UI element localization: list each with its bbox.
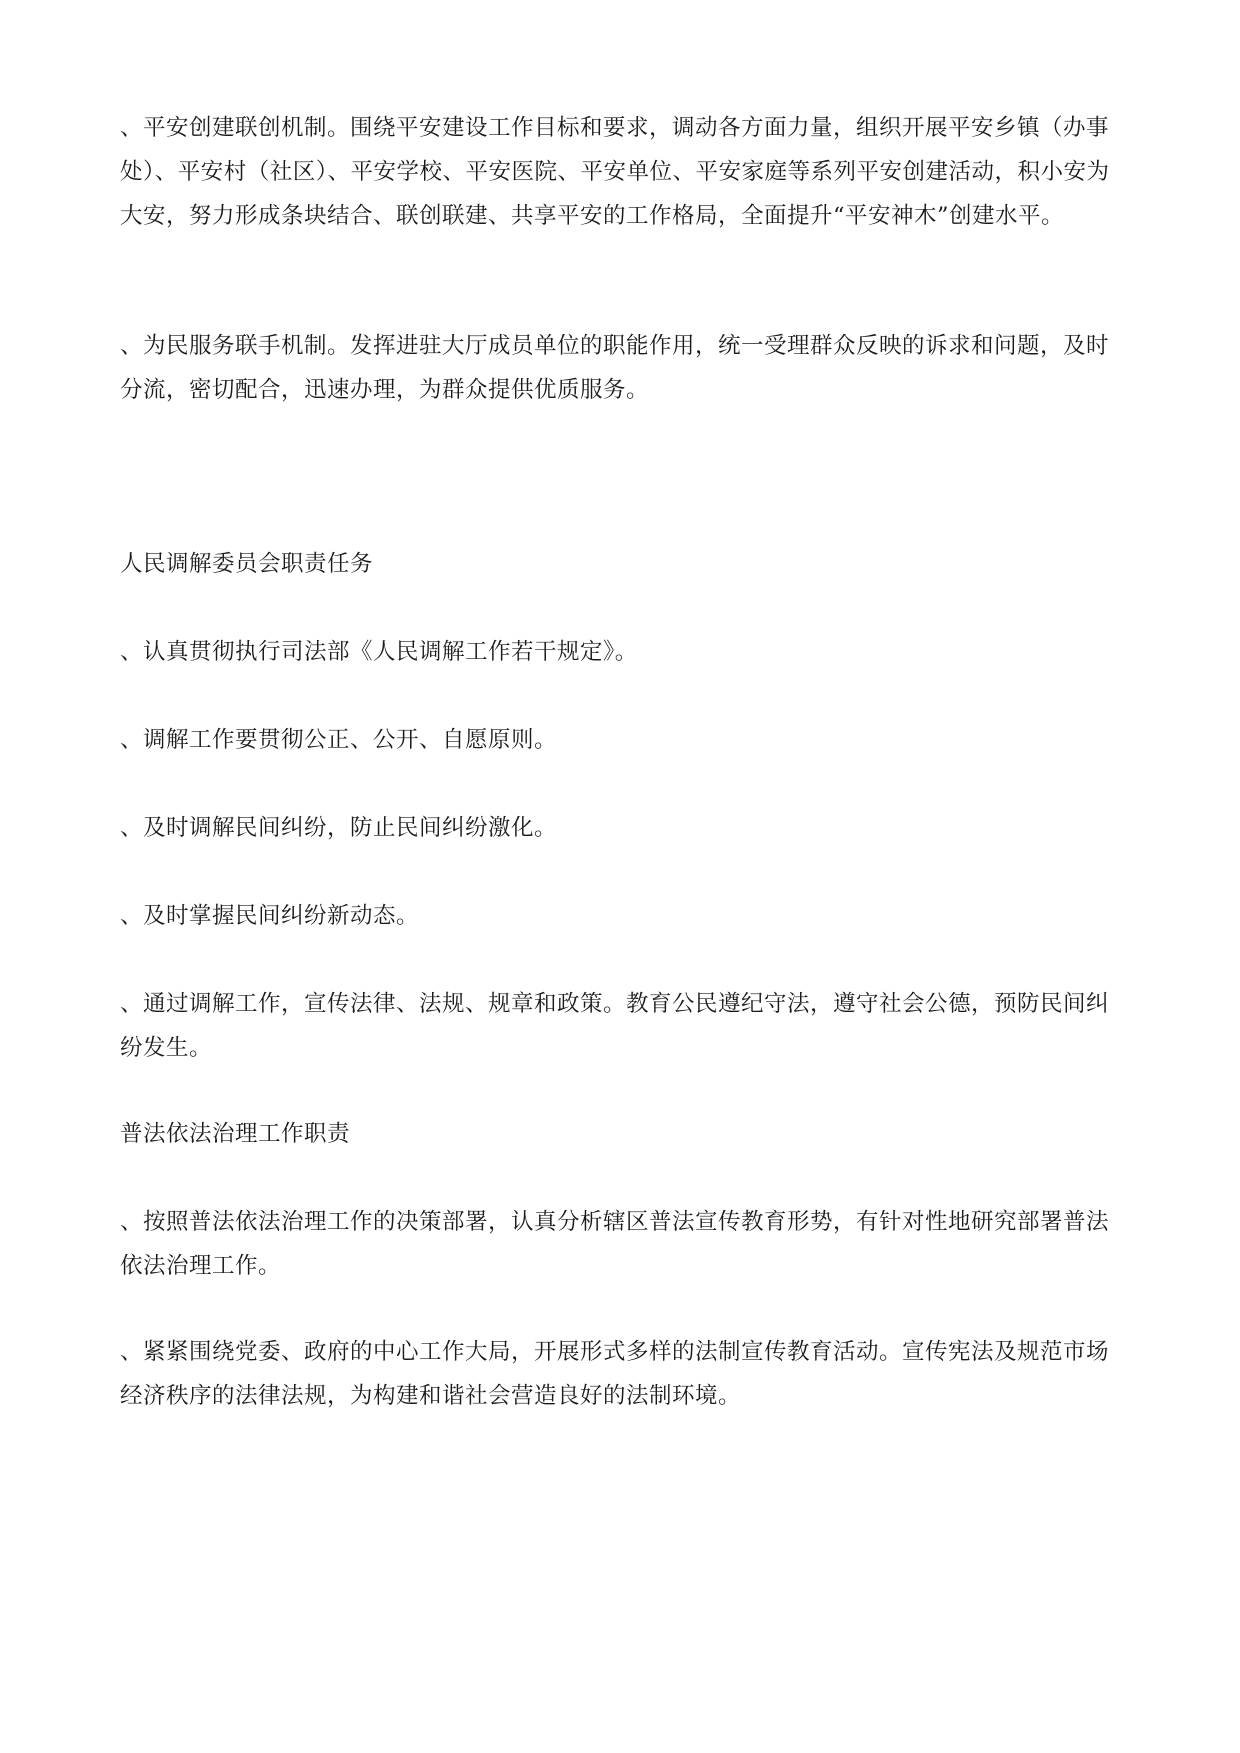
paragraph-peace-creation-mechanism: 、平安创建联创机制。围绕平安建设工作目标和要求，调动各方面力量，组织开展平安乡镇（办事处）、平安村（社区）、平安学校、平安医院、平安单位、平安家庭等系列平安创建活动，积小安为大安，努力形成条块结合、联创联建、共享平安的工作格局，全面提升“平安神木”创建水平。 (120, 115, 1110, 229)
heading-mediation-committee: 人民调解委员会职责任务 (120, 551, 374, 577)
list-item-mediation-3: 、及时调解民间纠纷，防止民间纠纷激化。 (120, 815, 558, 841)
list-item-mediation-4: 、及时掌握民间纠纷新动态。 (120, 903, 420, 929)
list-item-law-2: 、紧紧围绕党委、政府的中心工作大局，开展形式多样的法制宣传教育活动。宣传宪法及规范市场经济秩序的法律法规，为构建和谐社会营造良好的法制环境。 (120, 1339, 1110, 1409)
heading-law-popularization: 普法依法治理工作职责 (120, 1121, 351, 1147)
list-item-law-1: 、按照普法依法治理工作的决策部署，认真分析辖区普法宣传教育形势，有针对性地研究部署普法依法治理工作。 (120, 1209, 1110, 1279)
list-item-mediation-5: 、通过调解工作，宣传法律、法规、规章和政策。教育公民遵纪守法，遵守社会公德，预防民间纠纷发生。 (120, 991, 1110, 1061)
paragraph-service-mechanism: 、为民服务联手机制。发挥进驻大厅成员单位的职能作用，统一受理群众反映的诉求和问题，及时分流，密切配合，迅速办理，为群众提供优质服务。 (120, 333, 1110, 403)
list-item-mediation-2: 、调解工作要贯彻公正、公开、自愿原则。 (120, 727, 558, 753)
list-item-mediation-1: 、认真贯彻执行司法部《人民调解工作若干规定》。 (120, 639, 638, 665)
